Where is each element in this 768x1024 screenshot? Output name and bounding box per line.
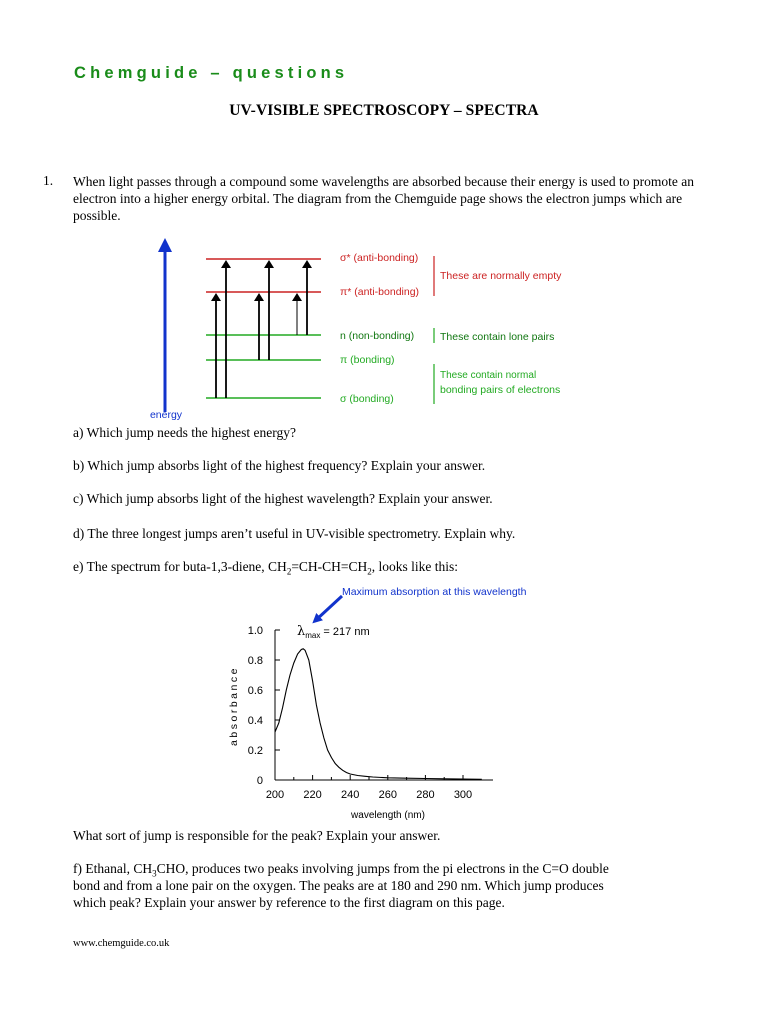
question-e-sub2: 2 [367, 566, 372, 577]
sigma-star-label: σ* (anti-bonding) [340, 252, 419, 264]
note-normally-empty: These are normally empty [440, 270, 562, 282]
question-f-line2: bond and from a lone pair on the oxygen. The peaks are at 180 and 290 nm. Which jump produces [73, 878, 604, 893]
question-a: a) Which jump needs the highest energy? [73, 425, 296, 440]
question-f-line1 [73, 861, 609, 877]
y-axis-label: absorbance [228, 666, 240, 746]
page-title: UV-VISIBLE SPECTROSCOPY – SPECTRA [229, 102, 539, 119]
lambda-symbol: λ [297, 624, 306, 639]
series-line-0 [275, 649, 482, 780]
energy-axis-arrow [158, 238, 172, 412]
pi-label: π (bonding) [340, 354, 395, 366]
lambda-value: = 217 nm [320, 626, 370, 638]
question-c: c) Which jump absorbs light of the highest wavelength? Explain your answer. [73, 491, 493, 506]
question-e-sub1: 2 [286, 566, 292, 577]
y-tick-label-4: 0.8 [247, 655, 263, 667]
energy-label: energy [149, 409, 183, 421]
question-f-suffix: CHO, produces two peaks involving jumps from the pi electrons in the C=O double [156, 861, 609, 876]
n-label: n (non-bonding) [340, 330, 415, 342]
question-intro: When light passes through a compound some wavelengths are absorbed because their energy is used to promote an electron into a higher energy orbital. The diagram from the Chemguide page shows the electron jumps which are possible. [73, 174, 694, 223]
question-f-prefix: f) Ethanal, CH [73, 861, 153, 876]
brand-heading: Chemguide – questions [74, 64, 349, 82]
x-tick-label-260: 260 [378, 789, 397, 801]
question-f-sub: 3 [152, 868, 157, 879]
question-b: b) Which jump absorbs light of the highest frequency? Explain your answer. [73, 458, 486, 473]
x-tick-label-220: 220 [303, 789, 322, 801]
question-e-suffix: , looks like this: [371, 559, 459, 574]
note-lone-pairs: These contain lone pairs [440, 331, 555, 343]
energy-level-diagram [0, 0, 768, 430]
annotation-arrow [316, 596, 342, 620]
lambda-max-label [297, 624, 370, 640]
question-e-followup: What sort of jump is responsible for the peak? Explain your answer. [73, 828, 441, 843]
x-tick-label-300: 300 [453, 789, 473, 801]
question-e-mid: =CH-CH=CH [291, 559, 368, 574]
question-e-prefix: e) The spectrum for buta-1,3-diene, CH [73, 559, 287, 574]
question-f-line3: which peak? Explain your answer by reference to the first diagram on this page. [73, 895, 505, 910]
note-bonding-line2: bonding pairs of electrons [440, 384, 561, 396]
x-tick-label-200: 200 [265, 789, 285, 801]
pi-star-label: π* (anti-bonding) [340, 286, 420, 298]
note-bonding-line1: These contain normal [440, 370, 537, 381]
y-tick-label-1: 0.2 [247, 745, 263, 757]
x-tick-label-240: 240 [341, 789, 360, 801]
y-tick-label-5: 1.0 [247, 625, 263, 637]
y-tick-label-0: 0 [256, 775, 263, 787]
transition-arrows [216, 264, 307, 398]
question-number: 1. [43, 173, 54, 188]
footer-url: www.chemguide.co.uk [73, 938, 170, 949]
sigma-label: σ (bonding) [340, 393, 394, 405]
x-axis-label: wavelength (nm) [351, 810, 425, 821]
y-tick-label-3: 0.6 [247, 685, 263, 697]
absorbance-spectrum-chart [0, 572, 768, 852]
question-d: d) The three longest jumps aren’t useful in UV-visible spectrometry. Explain why. [73, 526, 516, 541]
x-tick-label-280: 280 [416, 789, 435, 801]
chart-annotation: Maximum absorption at this wavelength [342, 586, 527, 598]
lambda-subscript: max [305, 631, 321, 640]
y-tick-label-2: 0.4 [247, 715, 263, 727]
